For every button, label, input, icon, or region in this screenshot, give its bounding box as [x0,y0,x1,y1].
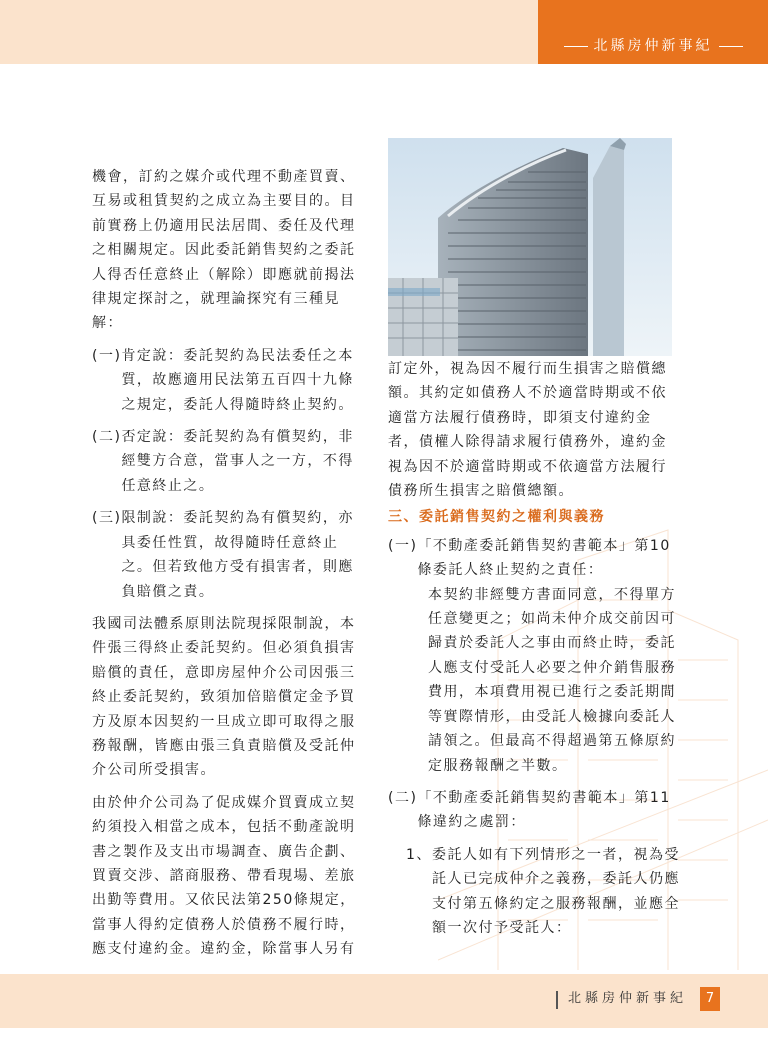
list-item: (三) 限制說：委託契約為有償契約，亦具委任性質，故得隨時任意終止之。但若致他方受有損害者，則應負賠償之責。 [92,510,354,600]
body-paragraph: 由於仲介公司為了促成媒介買賣成立契約須投入相當之成本，包括不動產說明書之製作及支出市場調查、廣告企劃、買賣交涉、諮商服務、帶看現場、差旅出勤等費用。又依民法第250條規定，當事人得約定債務人於債務不履行時，應支付違約金。違約金，除當事人另有 [92,794,356,958]
list-item: 1、 委託人如有下列情形之一者，視為受託人已完成仲介之義務，委託人仍應支付第五條約定之服務報酬，並應全額一次付予受託人： [406,846,680,936]
subsection-title: 「不動產委託銷售契約書範本」第10條委託人終止契約之責任： [417,537,671,579]
section-heading: 三、委託銷售契約之權利與義務 [388,509,605,526]
header-title: 北縣房仲新事紀 [538,36,768,56]
footer-divider [556,991,558,1009]
subsection-item: (一) 「不動產委託銷售契約書範本」第10條委託人終止契約之責任： [388,534,680,583]
list-item: (一) 肯定說：委託契約為民法委任之本質，故應適用民法第五百四十九條之規定，委託人得隨時終止契約。 [92,347,354,413]
page-number: 7 [700,987,720,1011]
subsection-item: (二) 「不動產委託銷售契約書範本」第11條違約之處罰： [388,786,680,835]
intro-paragraph: 機會，訂約之媒介或代理不動產買賣、互易或租賃契約之成立為主要目的。目前實務上仍適用民法居間、委任及代理之相關規定。因此委託銷售契約之委託人得否任意終止（解除）即應就前揭法律規定探討之，就理論探究有三種見解： [92,169,356,332]
list-item: (二) 否定說：委託契約為有償契約，非經雙方合意，當事人之一方，不得任意終止之。 [92,429,354,494]
building-photo [388,138,672,356]
right-column [388,357,680,940]
left-column [92,165,364,962]
subsection-title: 「不動產委託銷售契約書範本」第11條違約之處罰： [417,789,671,831]
body-paragraph: 我國司法體系原則法院現採限制說，本件張三得終止委託契約。但必須負損害賠償的責任，意即房屋仲介公司因張三終止委託契約，致須加倍賠償定金予買方及原本因契約一旦成立即可取得之服務報酬，皆應由張三負責賠償及受託仲介公司所受損害。 [92,615,356,779]
footer-title: 北縣房仲新事紀 [568,991,688,1006]
body-paragraph: 訂定外，視為因不履行而生損害之賠償總額。其約定如債務人不於適當時期或不依適當方法履行債務時，即須支付違約金者，債權人除得請求履行債務外，違約金視為因不於適當時期或不依適當方法履行債務所生損害之賠償總額。 [388,361,667,500]
subsection-body: 本契約非經雙方書面同意，不得單方任意變更之；如尚未仲介成交前因可歸責於委託人之事由而終止時，委託人應支付受託人必要之仲介銷售服務費用，本項費用視已進行之委託期間等實際情形，由受託人檢據向委託人請領之。但最高不得超過第五條原約定服務報酬之半數。 [428,586,676,774]
